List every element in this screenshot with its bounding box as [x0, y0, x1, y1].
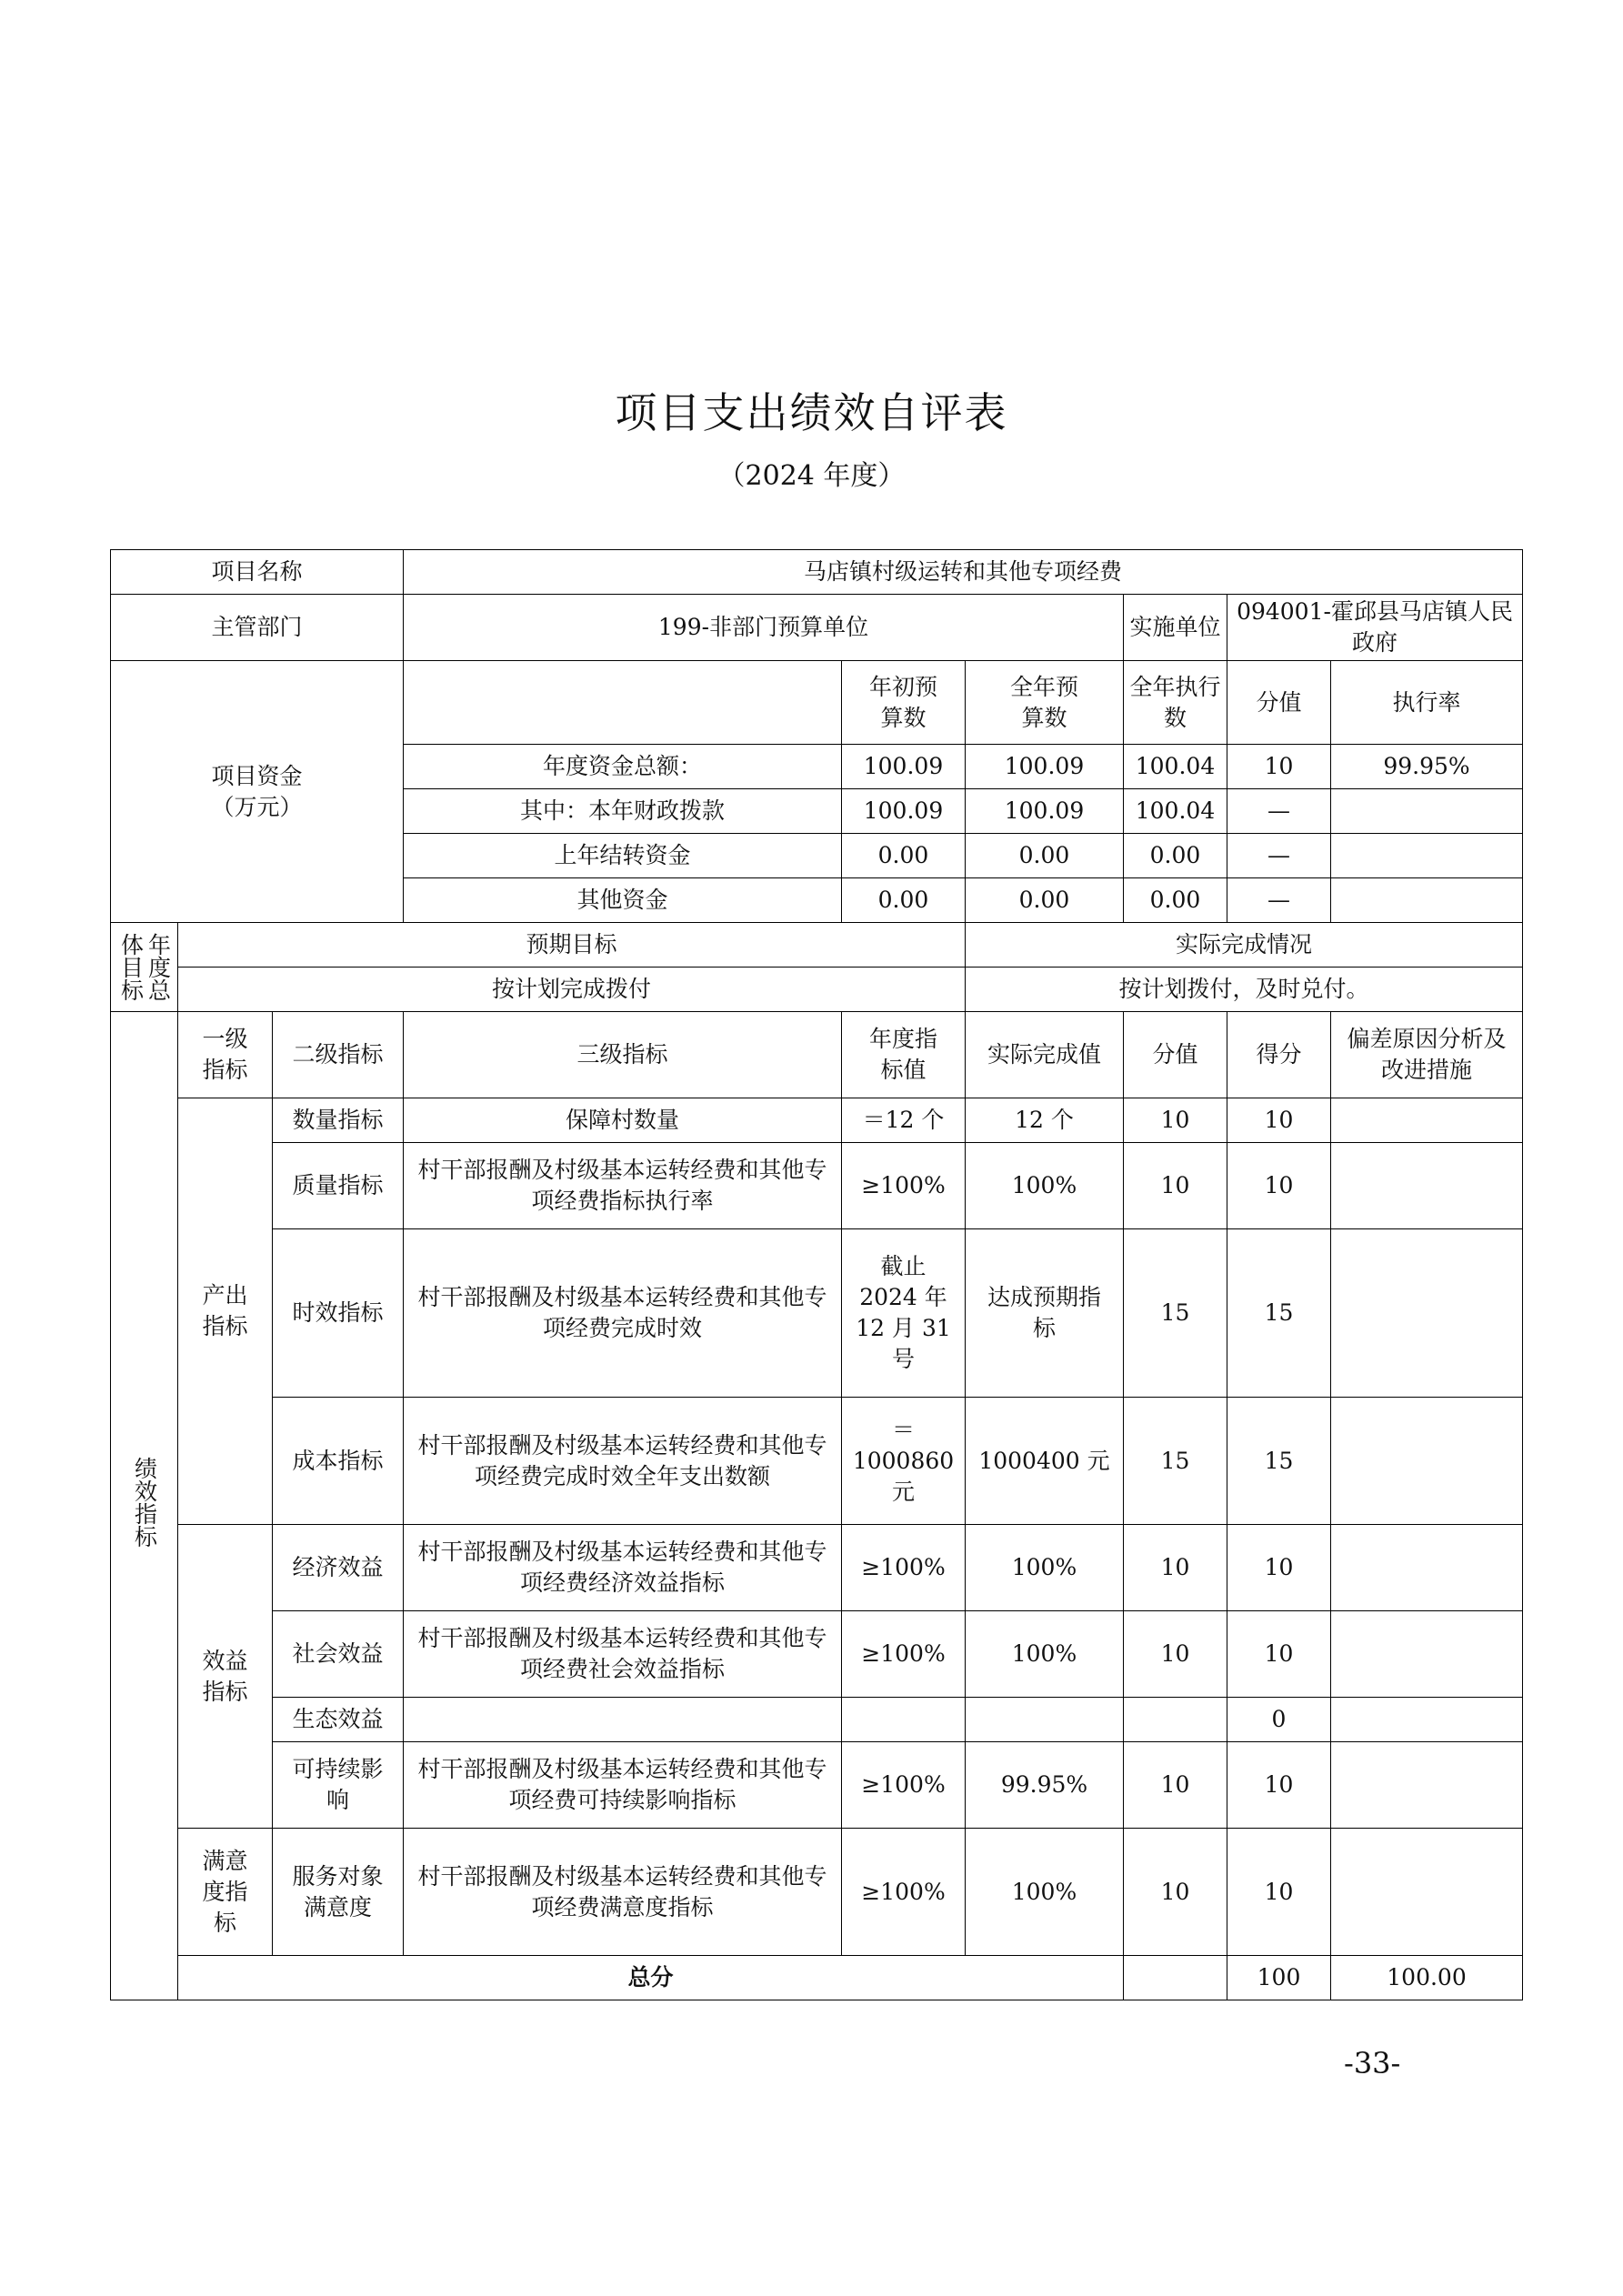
level3-cell: [404, 1698, 842, 1742]
funds-row-executed: 100.04: [1124, 789, 1227, 834]
score-value-cell: 15: [1124, 1398, 1227, 1525]
level2-cell: 社会效益: [273, 1611, 404, 1698]
funds-row-label: 年度资金总额：: [404, 745, 842, 789]
analysis-cell: [1331, 1143, 1523, 1229]
analysis-cell: [1331, 1229, 1523, 1398]
score-cell: 15: [1227, 1229, 1331, 1398]
analysis-cell: [1331, 1098, 1523, 1143]
funds-header-row: [111, 661, 1523, 745]
actual-cell: 100%: [966, 1525, 1124, 1611]
funds-row-rate: [1331, 878, 1523, 923]
target-cell: ≥100%: [842, 1829, 966, 1956]
indicator-row: [111, 1611, 1523, 1698]
target-cell: ＝12 个: [842, 1098, 966, 1143]
funds-row-initial: 0.00: [842, 834, 966, 878]
funds-row-executed: 0.00: [1124, 878, 1227, 923]
target-cell: ＝ 1000860 元: [842, 1398, 966, 1525]
score-value-cell: 10: [1124, 1611, 1227, 1698]
satisfaction-group-label: 满意 度指 标: [178, 1829, 273, 1956]
score-cell: 15: [1227, 1398, 1331, 1525]
score-value-cell: 10: [1124, 1525, 1227, 1611]
funds-header-annual: 全年预 算数: [966, 661, 1124, 745]
actual-cell: 99.95%: [966, 1742, 1124, 1829]
funds-row-executed: 100.04: [1124, 745, 1227, 789]
page-subtitle: （2024 年度）: [717, 460, 906, 492]
total-score-value: 100: [1227, 1956, 1331, 2000]
actual-cell: [966, 1698, 1124, 1742]
total-score: 100.00: [1331, 1956, 1523, 2000]
goal-value-row: [111, 968, 1523, 1012]
analysis-cell: [1331, 1611, 1523, 1698]
indicator-row: [111, 1742, 1523, 1829]
impl-value: 094001-霍邱县马店镇人民政府: [1227, 595, 1523, 661]
project-name-value: 马店镇村级运转和其他专项经费: [404, 550, 1523, 595]
funds-row-annual: 0.00: [966, 834, 1124, 878]
dept-label: 主管部门: [111, 595, 404, 661]
analysis-header: 偏差原因分析及 改进措施: [1331, 1012, 1523, 1098]
funds-row-score-value: —: [1227, 834, 1331, 878]
funds-row-label: 其他资金: [404, 878, 842, 923]
actual-goal-header: 实际完成情况: [966, 923, 1523, 968]
funds-row-rate: [1331, 834, 1523, 878]
funds-row-rate: 99.95%: [1331, 745, 1523, 789]
indicator-row: [111, 1698, 1523, 1742]
target-cell: [842, 1698, 966, 1742]
page-title: 项目支出绩效自评表: [615, 388, 1008, 437]
actual-goal-value: 按计划拨付，及时兑付。: [966, 968, 1523, 1012]
annual-goal-label: [111, 923, 178, 1012]
level3-cell: 村干部报酬及村级基本运转经费和其他专项经费社会效益指标: [404, 1611, 842, 1698]
score-cell: 10: [1227, 1098, 1331, 1143]
level2-cell: 服务对象 满意度: [273, 1829, 404, 1956]
funds-row-score-value: —: [1227, 789, 1331, 834]
total-blank: [1124, 1956, 1227, 2000]
funds-row-rate: [1331, 789, 1523, 834]
score-cell: 10: [1227, 1611, 1331, 1698]
analysis-cell: [1331, 1398, 1523, 1525]
analysis-cell: [1331, 1742, 1523, 1829]
score-value-cell: 15: [1124, 1229, 1227, 1398]
indicator-row: [111, 1525, 1523, 1611]
funds-header-blank: [404, 661, 842, 745]
level3-cell: 村干部报酬及村级基本运转经费和其他专项经费完成时效: [404, 1229, 842, 1398]
actual-cell: 100%: [966, 1611, 1124, 1698]
analysis-cell: [1331, 1698, 1523, 1742]
score-cell: 0: [1227, 1698, 1331, 1742]
annual-goal-label-col1: 体目标: [117, 933, 145, 1001]
department-row: [111, 595, 1523, 661]
level2-cell: 可持续影 响: [273, 1742, 404, 1829]
score-value-cell: 10: [1124, 1829, 1227, 1956]
score-cell: 10: [1227, 1525, 1331, 1611]
project-name-row: [111, 550, 1523, 595]
funds-row-initial: 0.00: [842, 878, 966, 923]
level2-cell: 经济效益: [273, 1525, 404, 1611]
level3-header: 三级指标: [404, 1012, 842, 1098]
evaluation-table: [110, 549, 1523, 2000]
score-cell: 10: [1227, 1829, 1331, 1956]
score-value-cell: 10: [1124, 1098, 1227, 1143]
indicator-row: [111, 1829, 1523, 1956]
level3-cell: 村干部报酬及村级基本运转经费和其他专项经费经济效益指标: [404, 1525, 842, 1611]
funds-row-score-value: 10: [1227, 745, 1331, 789]
goal-header-row: [111, 923, 1523, 968]
indicator-row: [111, 1398, 1523, 1525]
funds-row-initial: 100.09: [842, 745, 966, 789]
score-cell: 10: [1227, 1143, 1331, 1229]
level2-cell: 数量指标: [273, 1098, 404, 1143]
level3-cell: 村干部报酬及村级基本运转经费和其他专项经费指标执行率: [404, 1143, 842, 1229]
impl-label: 实施单位: [1124, 595, 1227, 661]
indicator-row: [111, 1229, 1523, 1398]
target-header: 年度指 标值: [842, 1012, 966, 1098]
level2-cell: 生态效益: [273, 1698, 404, 1742]
page-number: -33-: [1344, 2046, 1401, 2080]
level3-cell: 村干部报酬及村级基本运转经费和其他专项经费完成时效全年支出数额: [404, 1398, 842, 1525]
total-label: 总分: [178, 1956, 1124, 2000]
score-cell: 10: [1227, 1742, 1331, 1829]
indicator-row: [111, 1098, 1523, 1143]
funds-row-executed: 0.00: [1124, 834, 1227, 878]
target-cell: ≥100%: [842, 1143, 966, 1229]
funds-header-rate: 执行率: [1331, 661, 1523, 745]
level3-cell: 村干部报酬及村级基本运转经费和其他专项经费满意度指标: [404, 1829, 842, 1956]
funds-row-initial: 100.09: [842, 789, 966, 834]
total-row: [111, 1956, 1523, 2000]
actual-header: 实际完成值: [966, 1012, 1124, 1098]
target-cell: ≥100%: [842, 1611, 966, 1698]
level2-cell: 质量指标: [273, 1143, 404, 1229]
funds-row-annual: 100.09: [966, 745, 1124, 789]
target-cell: ≥100%: [842, 1525, 966, 1611]
score-value-cell: 10: [1124, 1742, 1227, 1829]
funds-row-score-value: —: [1227, 878, 1331, 923]
expected-goal-value: 按计划完成拨付: [178, 968, 966, 1012]
benefit-group-label: 效益 指标: [178, 1525, 273, 1829]
funds-header-score-value: 分值: [1227, 661, 1331, 745]
analysis-cell: [1331, 1525, 1523, 1611]
actual-cell: 100%: [966, 1829, 1124, 1956]
actual-cell: 1000400 元: [966, 1398, 1124, 1525]
score-value-header: 分值: [1124, 1012, 1227, 1098]
indicator-header-row: [111, 1012, 1523, 1098]
level2-cell: 时效指标: [273, 1229, 404, 1398]
actual-cell: 100%: [966, 1143, 1124, 1229]
funds-header-executed: 全年执行数: [1124, 661, 1227, 745]
expected-goal-header: 预期目标: [178, 923, 966, 968]
level3-cell: 村干部报酬及村级基本运转经费和其他专项经费可持续影响指标: [404, 1742, 842, 1829]
level2-header: 二级指标: [273, 1012, 404, 1098]
annual-goal-label-col2: 年度总: [145, 933, 172, 1001]
funds-label: 项目资金 （万元）: [111, 661, 404, 923]
score-header: 得分: [1227, 1012, 1331, 1098]
performance-indicator-label: 绩效指标: [111, 1012, 178, 2000]
analysis-cell: [1331, 1829, 1523, 1956]
score-value-cell: [1124, 1698, 1227, 1742]
level1-header: 一级 指标: [178, 1012, 273, 1098]
funds-row-annual: 0.00: [966, 878, 1124, 923]
score-value-cell: 10: [1124, 1143, 1227, 1229]
actual-cell: 达成预期指 标: [966, 1229, 1124, 1398]
target-cell: 截止 2024 年 12 月 31 号: [842, 1229, 966, 1398]
actual-cell: 12 个: [966, 1098, 1124, 1143]
funds-header-initial: 年初预 算数: [842, 661, 966, 745]
indicator-row: [111, 1143, 1523, 1229]
funds-row-annual: 100.09: [966, 789, 1124, 834]
dept-value: 199-非部门预算单位: [404, 595, 1124, 661]
funds-row-label: 上年结转资金: [404, 834, 842, 878]
project-name-label: 项目名称: [111, 550, 404, 595]
level3-cell: 保障村数量: [404, 1098, 842, 1143]
output-group-label: 产出 指标: [178, 1098, 273, 1525]
funds-row-label: 其中：本年财政拨款: [404, 789, 842, 834]
target-cell: ≥100%: [842, 1742, 966, 1829]
level2-cell: 成本指标: [273, 1398, 404, 1525]
